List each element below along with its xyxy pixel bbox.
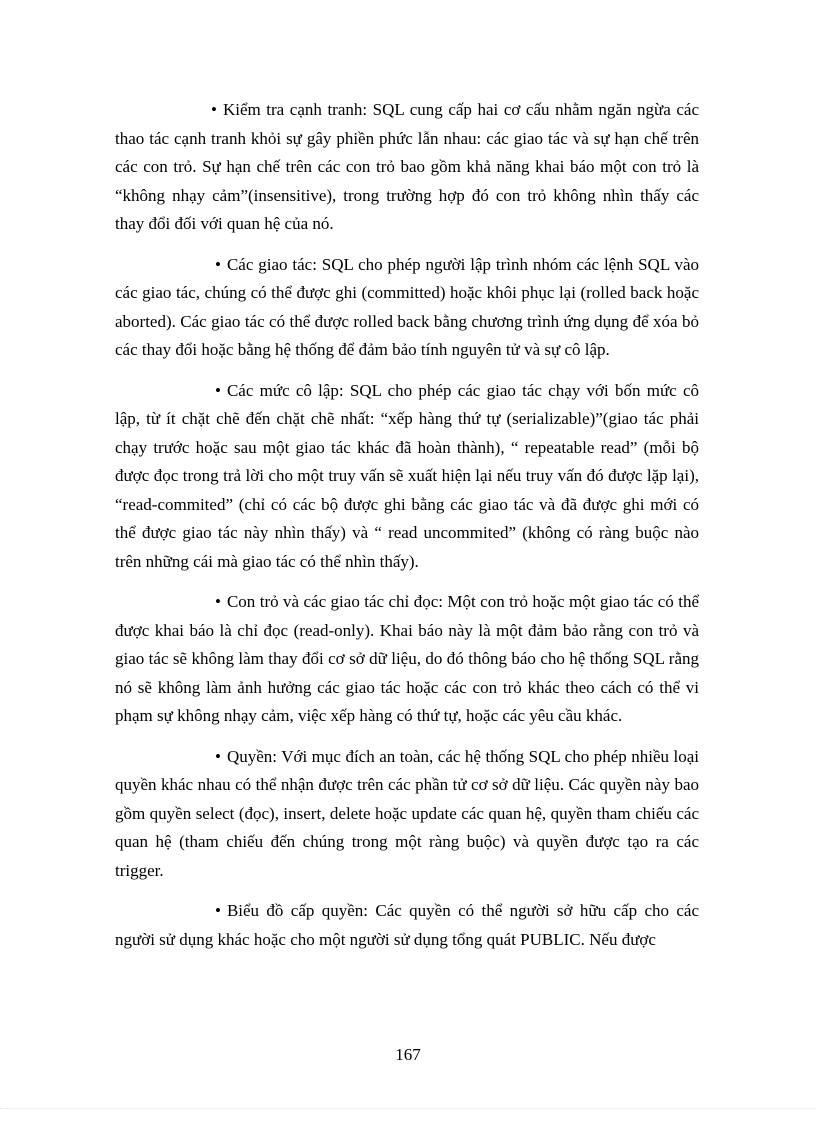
paragraph-text: Các giao tác: SQL cho phép người lập trình nhóm các lệnh SQL vào các giao tác, chúng có thể được ghi (committed) hoặc khôi phục lại (rolled back hoặc aborted). Các giao tác có thể được rolled back bằng chương trình ứng dụng để xóa bỏ các thay đổi hoặc bằng hệ thống để đảm bảo tính nguyên tử và sự cô lập.	[115, 254, 699, 359]
bullet-paragraph-isolation-levels	[115, 377, 699, 577]
bullet-icon: •	[215, 592, 221, 611]
bullet-icon: •	[215, 901, 221, 920]
paragraph-text: Quyền: Với mục đích an toàn, các hệ thống SQL cho phép nhiều loại quyền khác nhau có thể nhận được trên các phần tử cơ sở dữ liệu. Các quyền này bao gồm quyền select (đọc), insert, delete hoặc update các quan hệ, quyền tham chiếu các quan hệ (tham chiếu đến chúng trong một ràng buộc) và quyền được tạo ra các trigger.	[115, 746, 699, 880]
page-number: 167	[395, 1045, 421, 1064]
paragraph-text: Các mức cô lập: SQL cho phép các giao tác chạy với bốn mức cô lập, từ ít chặt chẽ đến chặt chẽ nhất: “xếp hàng thứ tự (serializable)”(giao tác phải chạy trước hoặc sau một giao tác khác đã hoàn thành), “ repeatable read” (mỗi bộ được đọc trong trả lời cho một truy vấn sẽ xuất hiện lại nếu truy vấn đó được lặp lại), “read-commited” (chỉ có các bộ được ghi bằng các giao tác và đã được ghi mới có thể được giao tác này nhìn thấy) và “ read uncommited” (không có ràng buộc nào trên những cái mà giao tác có thể nhìn thấy).	[115, 380, 699, 571]
bullet-paragraph-privileges	[115, 743, 699, 886]
bullet-icon: •	[215, 380, 221, 400]
bullet-paragraph-grant-diagrams	[115, 897, 699, 954]
bullet-icon: •	[211, 100, 217, 119]
bullet-paragraph-read-only	[115, 588, 699, 731]
page-bottom-divider	[0, 1108, 816, 1109]
bullet-icon: •	[215, 746, 221, 766]
paragraph-text: Biểu đồ cấp quyền: Các quyền có thể người sở hữu cấp cho các người sử dụng khác hoặc cho một người sử dụng tổng quát PUBLIC. Nếu được	[115, 901, 699, 949]
bullet-paragraph-transactions	[115, 251, 699, 365]
paragraph-text: Con trỏ và các giao tác chỉ đọc: Một con trỏ hoặc một giao tác có thể được khai báo là chỉ đọc (read-only). Khai báo này là một đảm bảo rằng con trỏ và giao tác sẽ không làm thay đổi cơ sở dữ liệu, do đó thông báo cho hệ thống SQL rằng nó sẽ không làm ảnh hưởng các giao tác hoặc các con trỏ khác theo cách có thể vi phạm sự không nhạy cảm, việc xếp hàng có thứ tự, hoặc các yêu cầu khác.	[115, 592, 699, 725]
page-body	[115, 96, 699, 966]
paragraph-text: Kiểm tra cạnh tranh: SQL cung cấp hai cơ cấu nhằm ngăn ngừa các thao tác cạnh tranh khỏi sự gây phiền phức lẫn nhau: các giao tác và sự hạn chế trên các con trỏ. Sự hạn chế trên các con trỏ bao gồm khả năng khai báo một con trỏ là “không nhạy cảm”(insensitive), trong trường hợp đó con trỏ không nhìn thấy các thay đổi đối với quan hệ của nó.	[115, 100, 699, 233]
bullet-icon: •	[215, 254, 221, 274]
bullet-paragraph-concurrency	[115, 96, 699, 239]
